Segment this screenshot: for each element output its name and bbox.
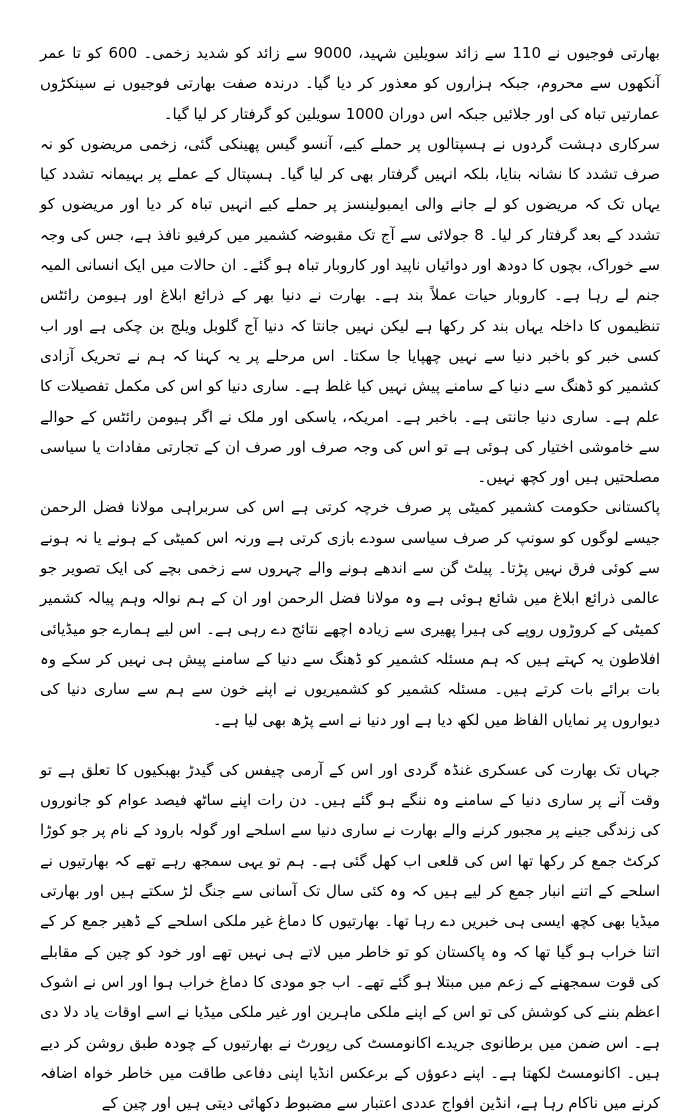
paragraph-kashmir-committee: پاکستانی حکومت کشمیر کمیٹی پر صرف خرچہ کرتی ہے اس کی سربراہی مولانا فضل الرحمن جیسے لوگوں کو سونپ کر صرف سیاسی سودے بازی کرتی ہے ورنہ اس کمیٹی کے ہونے یا نہ ہونے سے کوئی فرق نہیں پڑتا۔ پیلٹ گن سے اندھے ہونے والے چہروں سے زخمی بچے کی ایک تصویر جو عالمی ذرائع ابلاغ میں شائع ہوئی ہے وہ مولانا فضل الرحمن اور ان کے ہم نوالہ وہم پیالہ کشمیر کمیٹی کے کروڑوں روپے کی ہیرا پھیری سے زیادہ اچھے نتائج دے رہی ہے۔ اس لیے ہمارے جو میڈیائی افلاطون یہ کہتے ہیں کہ ہم مسئلہ کشمیر کو ڈھنگ سے دنیا کے سامنے پیش ہی نہیں کر سکے وہ بات برائے بات کرتے ہیں۔ مسئلہ کشمیر کو کشمیریوں نے اپنے خون سے ہم سے ساری دنیا کی دیواروں پر نمایاں الفاظ میں لکھ دیا ہے اور دنیا نے اسے پڑھ بھی لیا ہے۔ bbox=[40, 498, 660, 729]
paragraph-casualties: بھارتی فوجیوں نے 110 سے زائد سویلین شہید، 9000 سے زائد کو شدید زخمی۔ 600 کو تا عمر آنکھوں سے محروم، جبکہ ہزاروں کو معذور کر دیا گیا۔ درندہ صفت بھارتی فوجیوں نے سینکڑوں عمارتیں تباہ کی اور جلائیں جبکہ اس دوران 1000 سویلین کو گرفتار کر لیا گیا۔ bbox=[40, 44, 660, 123]
paragraph-hospitals-curfew: سرکاری دہشت گردوں نے ہسپتالوں پر حملے کیے، آنسو گیس پھینکی گئی، زخمی مریضوں کو نہ صرف تشدد کا نشانہ بنایا، بلکہ انہیں گرفتار بھی کر لیا گیا۔ ہسپتال کے عملے پر بہیمانہ تشدد کیا یہاں تک کہ مریضوں کو لے جانے والی ایمبولینسز پر حملے کیے انہیں تباہ کر دیا اور مریضوں کو تشدد کے بعد گرفتار کر لیا۔ 8 جولائی سے آج تک مقبوضہ کشمیر میں کرفیو نافذ ہے، جس کی وجہ سے خوراک، بچوں کا دودھ اور دوائیاں ناپید اور کاروبار تباہ ہو گئے۔ ان حالات میں ایک انسانی المیہ جنم لے رہا ہے۔ کاروبار حیات عملاً بند ہے۔ بھارت نے دنیا بھر کے ذرائع ابلاغ اور ہیومن رائٹس تنظیموں کا داخلہ یہاں بند کر رکھا ہے لیکن نہیں جانتا کہ دنیا آج گلوبل ویلج بن چکی ہے اور اب کسی خبر کو باخبر دنیا سے نہیں چھپایا جا سکتا۔ اس مرحلے پر یہ کہنا کہ ہم نے تحریک آزادی کشمیر کو ڈھنگ سے دنیا کے سامنے پیش نہیں کیا غلط ہے۔ ساری دنیا کو اس کی مکمل تفصیلات کا علم ہے۔ ساری دنیا جانتی ہے۔ باخبر ہے۔ امریکہ، یاسکی اور ملک نے اگر ہیومن رائٹس کے حوالے سے خاموشی اختیار کی ہوئی ہے تو اس کی وجہ صرف اور صرف ان کے تجارتی مفادات یا سیاسی مصلحتیں ہیں اور کچھ نہیں۔ bbox=[40, 134, 661, 487]
paragraph-spacer bbox=[40, 735, 660, 755]
paragraph-indian-military: جہاں تک بھارت کی عسکری غنڈہ گردی اور اس کے آرمی چیفس کی گیدڑ بھبکیوں کا تعلق ہے تو وقت آنے پر ساری دنیا کے سامنے وہ ننگے ہو گئے ہیں۔ دن رات اپنے ساٹھ فیصد عوام کو جانوروں کی زندگی جینے پر مجبور کرنے والے بھارت نے ساری دنیا سے اسلحے اور گولہ بارود کے نام پر جو کوڑا کرکٹ جمع کر رکھا تھا اس کی قلعی اب کھل گئی ہے۔ ہم تو یہی سمجھ رہے تھے کہ بھارتیوں نے اسلحے کے اتنے انبار جمع کر لیے ہیں کہ وہ کئی سال تک آسانی سے جنگ لڑ سکتے ہیں اور بھارتی میڈیا بھی کچھ ایسی ہی خبریں دے رہا تھا۔ بھارتیوں کا دماغ غیر ملکی اسلحے کے ڈھیر جمع کر کے اتنا خراب ہو گیا تھا کہ وہ پاکستان کو تو خاطر میں لاتے ہی نہیں تھے اور خود کو چین کے مقابلے کی قوت سمجھنے کے زعم میں مبتلا ہو گئے تھے۔ اب جو مودی کا دماغ خراب ہوا اور اس نے اشوک اعظم بننے کی کوشش کی تو اس کے اپنے ملکی ماہرین اور غیر ملکی میڈیا نے اسے اوقات یاد دلا دی ہے۔ اس ضمن میں برطانوی جریدے اکانومسٹ کی رپورٹ نے بھارتیوں کے چودہ طبق روشن کر دیے ہیں۔ اکانومسٹ لکھتا ہے۔ اپنے دعوؤں کے برعکس انڈیا اپنی دفاعی طاقت میں خاطر خواہ اضافہ کرنے میں ناکام رہا ہے، انڈین افواج عددی اعتبار سے مضبوط دکھائی دیتی ہیں اور چین کے bbox=[40, 760, 660, 1113]
